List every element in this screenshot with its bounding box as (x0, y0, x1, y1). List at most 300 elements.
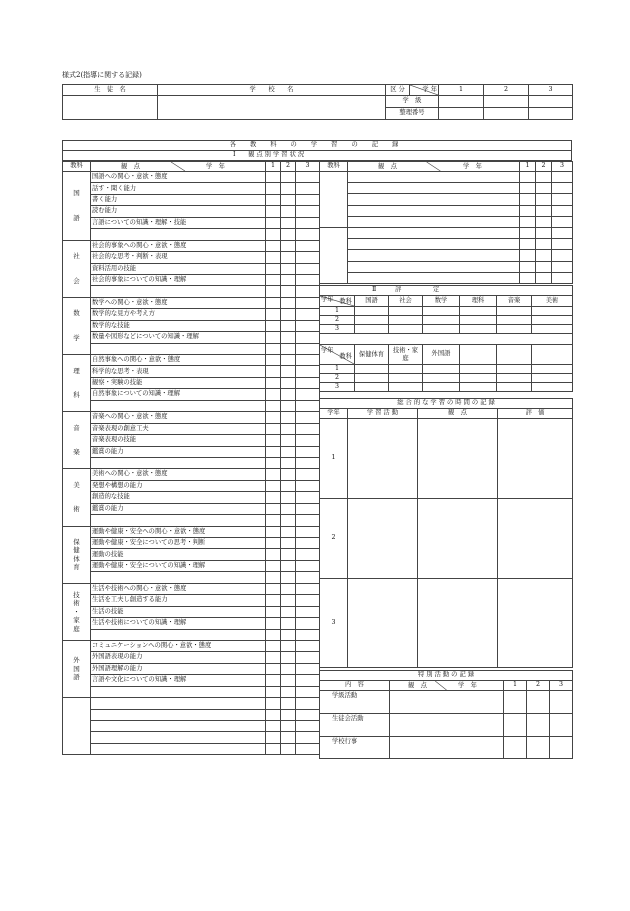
hyotei-cell[interactable] (460, 307, 497, 316)
grade-cell[interactable] (266, 423, 281, 434)
grade-cell[interactable] (266, 618, 281, 629)
grade-cell[interactable] (296, 743, 320, 754)
kanten-item (91, 515, 266, 526)
extra-kanten-item[interactable] (348, 172, 520, 183)
grade-cell[interactable] (266, 183, 281, 194)
grade-cell[interactable] (281, 560, 296, 571)
grade-cell[interactable] (266, 709, 281, 720)
grade-cell[interactable] (536, 194, 552, 205)
tokubetsu-item: 学級活動 (320, 691, 390, 714)
grade-cell[interactable] (520, 194, 536, 205)
grade-cell[interactable] (296, 629, 320, 640)
grade-cell[interactable] (266, 412, 281, 423)
sogo-cell[interactable] (498, 499, 573, 579)
extra-kanten-item[interactable] (348, 272, 520, 283)
grade-cell[interactable] (266, 560, 281, 571)
grade-cell[interactable] (266, 194, 281, 205)
grade-cell[interactable] (281, 652, 296, 663)
grade-cell[interactable] (552, 183, 573, 194)
grade-cell[interactable] (296, 355, 320, 366)
hyotei-cell[interactable] (497, 307, 532, 316)
grade-cell[interactable] (536, 272, 552, 283)
grade-cell[interactable] (266, 309, 281, 320)
grade-cell[interactable] (281, 263, 296, 274)
grade-cell[interactable] (266, 549, 281, 560)
hyotei-cell[interactable] (423, 316, 460, 325)
grade-cell[interactable] (296, 583, 320, 594)
grade-cell[interactable] (281, 640, 296, 651)
subject-char: 庭 (73, 624, 80, 633)
grade-cell[interactable] (296, 229, 320, 240)
hyotei-cell[interactable] (355, 374, 389, 383)
grade-cell[interactable] (281, 423, 296, 434)
grade-cell[interactable] (296, 412, 320, 423)
hyotei-cell[interactable] (460, 365, 497, 374)
grade-cell[interactable] (281, 194, 296, 205)
grade-cell[interactable] (296, 366, 320, 377)
grade-cell[interactable] (536, 239, 552, 250)
kanten-item (91, 286, 266, 297)
grade-cell[interactable] (266, 721, 281, 732)
grade-cell[interactable] (296, 549, 320, 560)
grade-cell[interactable] (520, 250, 536, 261)
extra-subject-name[interactable] (320, 227, 348, 283)
extra-kanten-item[interactable] (348, 194, 520, 205)
grade-cell[interactable] (266, 263, 281, 274)
subject-char: 術 (73, 599, 80, 608)
grade-cell[interactable] (281, 515, 296, 526)
grade-cell[interactable] (296, 595, 320, 606)
grade-cell[interactable] (296, 263, 320, 274)
grade-cell[interactable] (281, 446, 296, 457)
hyotei-cell[interactable] (355, 307, 389, 316)
gakkyu-cell[interactable] (484, 96, 529, 108)
grade-cell[interactable] (296, 480, 320, 491)
grade-cell[interactable] (296, 640, 320, 651)
grade-cell[interactable] (296, 492, 320, 503)
grade-cell[interactable] (296, 457, 320, 468)
tokubetsu-grade-cell[interactable] (527, 713, 550, 736)
tokubetsu-grade-cell[interactable] (504, 736, 527, 759)
sogo-cell[interactable] (418, 579, 498, 668)
grade-cell[interactable] (266, 526, 281, 537)
grade-cell[interactable] (536, 227, 552, 238)
grade-cell[interactable] (281, 743, 296, 754)
kanten-item: 数量や図形などについての知識・理解 (91, 332, 266, 343)
kanten-item: 書く能力 (91, 194, 266, 205)
grade-cell[interactable] (520, 239, 536, 250)
sogo-cell[interactable] (348, 579, 418, 668)
grade-cell[interactable] (296, 343, 320, 354)
year-2: 2 (484, 85, 529, 96)
grade-cell[interactable] (281, 377, 296, 388)
year-3: 3 (529, 85, 573, 96)
hyotei-cell[interactable] (389, 316, 423, 325)
hyotei-cell[interactable] (423, 365, 460, 374)
extra-kanten-item[interactable] (348, 227, 520, 238)
grade-cell[interactable] (281, 332, 296, 343)
tokubetsu-title: 特 別 活 動 の 記 録 (320, 671, 573, 681)
grade-cell[interactable] (536, 216, 552, 227)
kanten-item: 発想や構想の能力 (91, 480, 266, 491)
grade-cell[interactable] (520, 216, 536, 227)
grade-cell[interactable] (296, 172, 320, 183)
grade-cell[interactable] (266, 332, 281, 343)
subject-name (63, 355, 91, 412)
gakkyu-cell[interactable] (439, 96, 484, 108)
hyotei-cell[interactable] (532, 383, 573, 392)
subject-char: 術 (73, 505, 80, 514)
header-table (62, 84, 573, 120)
grade-cell[interactable] (536, 172, 552, 183)
grade-cell[interactable] (266, 629, 281, 640)
hyotei-cell[interactable] (460, 316, 497, 325)
grade-cell[interactable] (266, 377, 281, 388)
grade-cell[interactable] (296, 526, 320, 537)
grade-cell[interactable] (281, 549, 296, 560)
grade-cell[interactable] (296, 572, 320, 583)
grade-cell[interactable] (281, 457, 296, 468)
hyotei-year: 2 (320, 316, 355, 325)
tokubetsu-kanten-gakunen: 観 点 学 年 (390, 681, 504, 691)
grade-cell[interactable] (296, 675, 320, 686)
kanten-item (91, 686, 266, 697)
grade-cell[interactable] (281, 412, 296, 423)
hyotei-cell[interactable] (389, 325, 423, 334)
hyotei-hoken: 保健体育 (355, 345, 389, 365)
grade-cell[interactable] (281, 469, 296, 480)
grade-cell[interactable] (266, 515, 281, 526)
sogo-katsudo: 学 習 活 動 (348, 409, 418, 419)
grade-cell[interactable] (281, 389, 296, 400)
grade-cell[interactable] (296, 560, 320, 571)
grade-cell[interactable] (296, 377, 320, 388)
grade-cell[interactable] (552, 272, 573, 283)
grade-cell[interactable] (266, 503, 281, 514)
grade-cell[interactable] (266, 538, 281, 549)
grade-cell[interactable] (520, 172, 536, 183)
hyotei-cell[interactable] (497, 383, 532, 392)
hyotei-cell[interactable] (423, 383, 460, 392)
grade-cell[interactable] (266, 686, 281, 697)
hyotei-cell[interactable] (497, 325, 532, 334)
grade-cell[interactable] (296, 286, 320, 297)
grade-cell[interactable] (520, 205, 536, 216)
grade-cell[interactable] (266, 469, 281, 480)
grade-cell[interactable] (266, 457, 281, 468)
grade-cell[interactable] (296, 515, 320, 526)
hyotei-cell[interactable] (355, 383, 389, 392)
grade-cell[interactable] (281, 618, 296, 629)
extra-kanten-item[interactable] (348, 239, 520, 250)
hyotei-cell[interactable] (423, 374, 460, 383)
grade-cell[interactable] (552, 250, 573, 261)
grade-cell[interactable] (266, 274, 281, 285)
hyotei-cell[interactable] (532, 307, 573, 316)
hyotei-cell[interactable] (497, 365, 532, 374)
grade-cell[interactable] (266, 663, 281, 674)
grade-cell[interactable] (296, 606, 320, 617)
grade-cell[interactable] (281, 480, 296, 491)
kanten-item: 生活や技術への関心・意欲・態度 (91, 583, 266, 594)
hyotei-cell[interactable] (355, 325, 389, 334)
grade-cell[interactable] (266, 217, 281, 228)
seiri-label: 整理番号 (386, 108, 439, 120)
grade-cell[interactable] (281, 320, 296, 331)
kanten-item: 美術への関心・意欲・態度 (91, 469, 266, 480)
grade-cell[interactable] (296, 240, 320, 251)
kanten-item: 資料活用の技能 (91, 263, 266, 274)
grade-cell[interactable] (296, 389, 320, 400)
grade-cell[interactable] (266, 172, 281, 183)
grade-cell[interactable] (266, 286, 281, 297)
grade-cell[interactable] (266, 595, 281, 606)
hyotei-cell[interactable] (532, 325, 573, 334)
grade-cell[interactable] (296, 469, 320, 480)
hyotei-cell[interactable] (423, 325, 460, 334)
hyotei-cell[interactable] (355, 365, 389, 374)
sogo-cell[interactable] (418, 499, 498, 579)
extra-subject-name[interactable] (320, 172, 348, 228)
hyotei-cell[interactable] (389, 365, 423, 374)
grade-cell[interactable] (536, 250, 552, 261)
grade-cell[interactable] (281, 435, 296, 446)
grade-cell[interactable] (281, 217, 296, 228)
hyotei-blank (320, 334, 573, 345)
hyotei-cell[interactable] (389, 383, 423, 392)
subject-char: 体 (73, 554, 80, 563)
grade-cell[interactable] (266, 366, 281, 377)
grade-cell[interactable] (552, 172, 573, 183)
grade-cell[interactable] (281, 229, 296, 240)
grade-cell[interactable] (281, 183, 296, 194)
grade-cell[interactable] (266, 743, 281, 754)
grade-cell[interactable] (552, 205, 573, 216)
extra-kanten-item[interactable] (348, 250, 520, 261)
grade-cell[interactable] (266, 297, 281, 308)
grade-cell[interactable] (552, 239, 573, 250)
tokubetsu-grade-cell[interactable] (550, 713, 573, 736)
grade-cell[interactable] (281, 503, 296, 514)
tokubetsu-grade-cell[interactable] (504, 713, 527, 736)
grade-cell[interactable] (296, 297, 320, 308)
grade-cell[interactable] (296, 183, 320, 194)
grade-cell[interactable] (552, 216, 573, 227)
grade-cell[interactable] (281, 252, 296, 263)
tokubetsu-grade-cell[interactable] (527, 736, 550, 759)
sogo-cell[interactable] (348, 499, 418, 579)
tokubetsu-grade-cell[interactable] (550, 736, 573, 759)
grade-cell[interactable] (520, 261, 536, 272)
school-name-header: 学 校 名 (158, 85, 386, 96)
extra-kanten-item[interactable] (348, 216, 520, 227)
grade-cell[interactable] (296, 194, 320, 205)
hyotei-cell[interactable] (460, 374, 497, 383)
grade-cell[interactable] (266, 606, 281, 617)
hyotei-cell[interactable] (460, 325, 497, 334)
grade-cell[interactable] (536, 261, 552, 272)
subject-name (63, 526, 91, 583)
grade-cell[interactable] (266, 240, 281, 251)
hyotei-cell[interactable] (423, 307, 460, 316)
grade-cell[interactable] (281, 343, 296, 354)
tokubetsu-grade-cell[interactable] (550, 691, 573, 714)
grade-cell[interactable] (296, 698, 320, 709)
grade-cell[interactable] (296, 274, 320, 285)
grade-cell[interactable] (266, 389, 281, 400)
grade-cell[interactable] (281, 663, 296, 674)
sogo-cell[interactable] (348, 419, 418, 499)
grade-cell[interactable] (296, 400, 320, 411)
tokubetsu-kanten-cell[interactable] (390, 691, 504, 714)
grade-cell[interactable] (281, 698, 296, 709)
year-1: 1 (266, 162, 281, 172)
grade-cell[interactable] (296, 309, 320, 320)
grade-cell[interactable] (296, 652, 320, 663)
sogo-cell[interactable] (418, 419, 498, 499)
grade-cell[interactable] (296, 320, 320, 331)
grade-cell[interactable] (520, 227, 536, 238)
hyotei-cell[interactable] (389, 374, 423, 383)
extra-kanten-item[interactable] (348, 205, 520, 216)
sogo-cell[interactable] (498, 419, 573, 499)
grade-cell[interactable] (266, 640, 281, 651)
school-name-field[interactable] (158, 96, 386, 120)
grade-cell[interactable] (266, 446, 281, 457)
grade-cell[interactable] (296, 709, 320, 720)
grade-cell[interactable] (266, 435, 281, 446)
grade-cell[interactable] (281, 492, 296, 503)
grade-cell[interactable] (266, 675, 281, 686)
grade-cell[interactable] (296, 446, 320, 457)
grade-cell[interactable] (266, 320, 281, 331)
grade-cell[interactable] (296, 618, 320, 629)
grade-cell[interactable] (281, 172, 296, 183)
grade-cell[interactable] (281, 595, 296, 606)
grade-cell[interactable] (281, 297, 296, 308)
grade-cell[interactable] (296, 435, 320, 446)
grade-cell[interactable] (552, 261, 573, 272)
grade-cell[interactable] (281, 606, 296, 617)
seiri-cell[interactable] (439, 108, 484, 120)
grade-cell[interactable] (281, 206, 296, 217)
tokubetsu-kanten-cell[interactable] (390, 736, 504, 759)
grade-cell[interactable] (281, 400, 296, 411)
kanten-item: 生活の技能 (91, 606, 266, 617)
grade-cell[interactable] (266, 355, 281, 366)
grade-cell[interactable] (266, 229, 281, 240)
grade-cell[interactable] (266, 583, 281, 594)
grade-cell[interactable] (281, 286, 296, 297)
hyotei-gika: 技術・家庭 (389, 345, 423, 365)
grade-cell[interactable] (266, 652, 281, 663)
kanten-item: 音楽表現の技能 (91, 435, 266, 446)
grade-cell[interactable] (536, 205, 552, 216)
grade-cell[interactable] (281, 240, 296, 251)
grade-cell[interactable] (296, 732, 320, 743)
section1-title: Ⅰ 観 点 別 学 習 状 況 (63, 151, 572, 161)
grade-cell[interactable] (296, 423, 320, 434)
hyotei-cell[interactable] (497, 374, 532, 383)
sogo-cell[interactable] (498, 579, 573, 668)
hyotei-cell[interactable] (532, 374, 573, 383)
grade-cell[interactable] (296, 217, 320, 228)
grade-cell[interactable] (281, 526, 296, 537)
grade-cell[interactable] (266, 400, 281, 411)
grade-cell[interactable] (281, 629, 296, 640)
grade-cell[interactable] (266, 480, 281, 491)
seiri-cell[interactable] (484, 108, 529, 120)
grade-cell[interactable] (266, 492, 281, 503)
grade-cell[interactable] (281, 686, 296, 697)
grade-cell[interactable] (296, 686, 320, 697)
tokubetsu-grade-cell[interactable] (527, 691, 550, 714)
grade-cell[interactable] (296, 252, 320, 263)
grade-cell[interactable] (266, 572, 281, 583)
grade-cell[interactable] (536, 183, 552, 194)
grade-cell[interactable] (281, 309, 296, 320)
grade-cell[interactable] (266, 698, 281, 709)
grade-cell[interactable] (281, 675, 296, 686)
extra-kanten-item[interactable] (348, 261, 520, 272)
grade-cell[interactable] (281, 274, 296, 285)
grade-cell[interactable] (296, 663, 320, 674)
grade-cell[interactable] (266, 252, 281, 263)
kanten-table (62, 161, 320, 755)
subject-char: 外 (73, 656, 80, 665)
grade-cell[interactable] (552, 194, 573, 205)
grade-cell[interactable] (296, 206, 320, 217)
grade-cell[interactable] (281, 583, 296, 594)
grade-cell[interactable] (281, 721, 296, 732)
grade-cell[interactable] (296, 332, 320, 343)
hyotei-empty (497, 345, 532, 365)
tokubetsu-kanten-cell[interactable] (390, 713, 504, 736)
sogo-kanten: 観 点 (418, 409, 498, 419)
grade-cell[interactable] (266, 732, 281, 743)
grade-cell[interactable] (520, 272, 536, 283)
hyotei-cell[interactable] (355, 316, 389, 325)
subject-char: 数 (73, 309, 80, 318)
grade-cell[interactable] (281, 355, 296, 366)
hyotei-cell[interactable] (497, 316, 532, 325)
tokubetsu-naiyo: 内 容 (320, 681, 390, 691)
grade-cell[interactable] (296, 503, 320, 514)
kanten-item: 数学的な見方や考え方 (91, 309, 266, 320)
grade-cell[interactable] (266, 343, 281, 354)
hyotei-cell[interactable] (532, 365, 573, 374)
hyotei-cell[interactable] (532, 316, 573, 325)
grade-cell[interactable] (281, 572, 296, 583)
grade-cell[interactable] (281, 538, 296, 549)
gakkyu-cell[interactable] (529, 96, 573, 108)
hyotei-cell[interactable] (389, 307, 423, 316)
seiri-cell[interactable] (529, 108, 573, 120)
grade-cell[interactable] (520, 183, 536, 194)
grade-cell[interactable] (281, 732, 296, 743)
kanten-item: 数学への関心・意欲・態度 (91, 297, 266, 308)
extra-kanten-item[interactable] (348, 183, 520, 194)
grade-cell[interactable] (281, 709, 296, 720)
grade-cell[interactable] (552, 227, 573, 238)
tokubetsu-grade-cell[interactable] (504, 691, 527, 714)
grade-cell[interactable] (266, 206, 281, 217)
grade-cell[interactable] (296, 538, 320, 549)
hyotei-cell[interactable] (460, 383, 497, 392)
grade-cell[interactable] (281, 366, 296, 377)
grade-cell[interactable] (296, 721, 320, 732)
student-name-field[interactable] (63, 96, 158, 120)
